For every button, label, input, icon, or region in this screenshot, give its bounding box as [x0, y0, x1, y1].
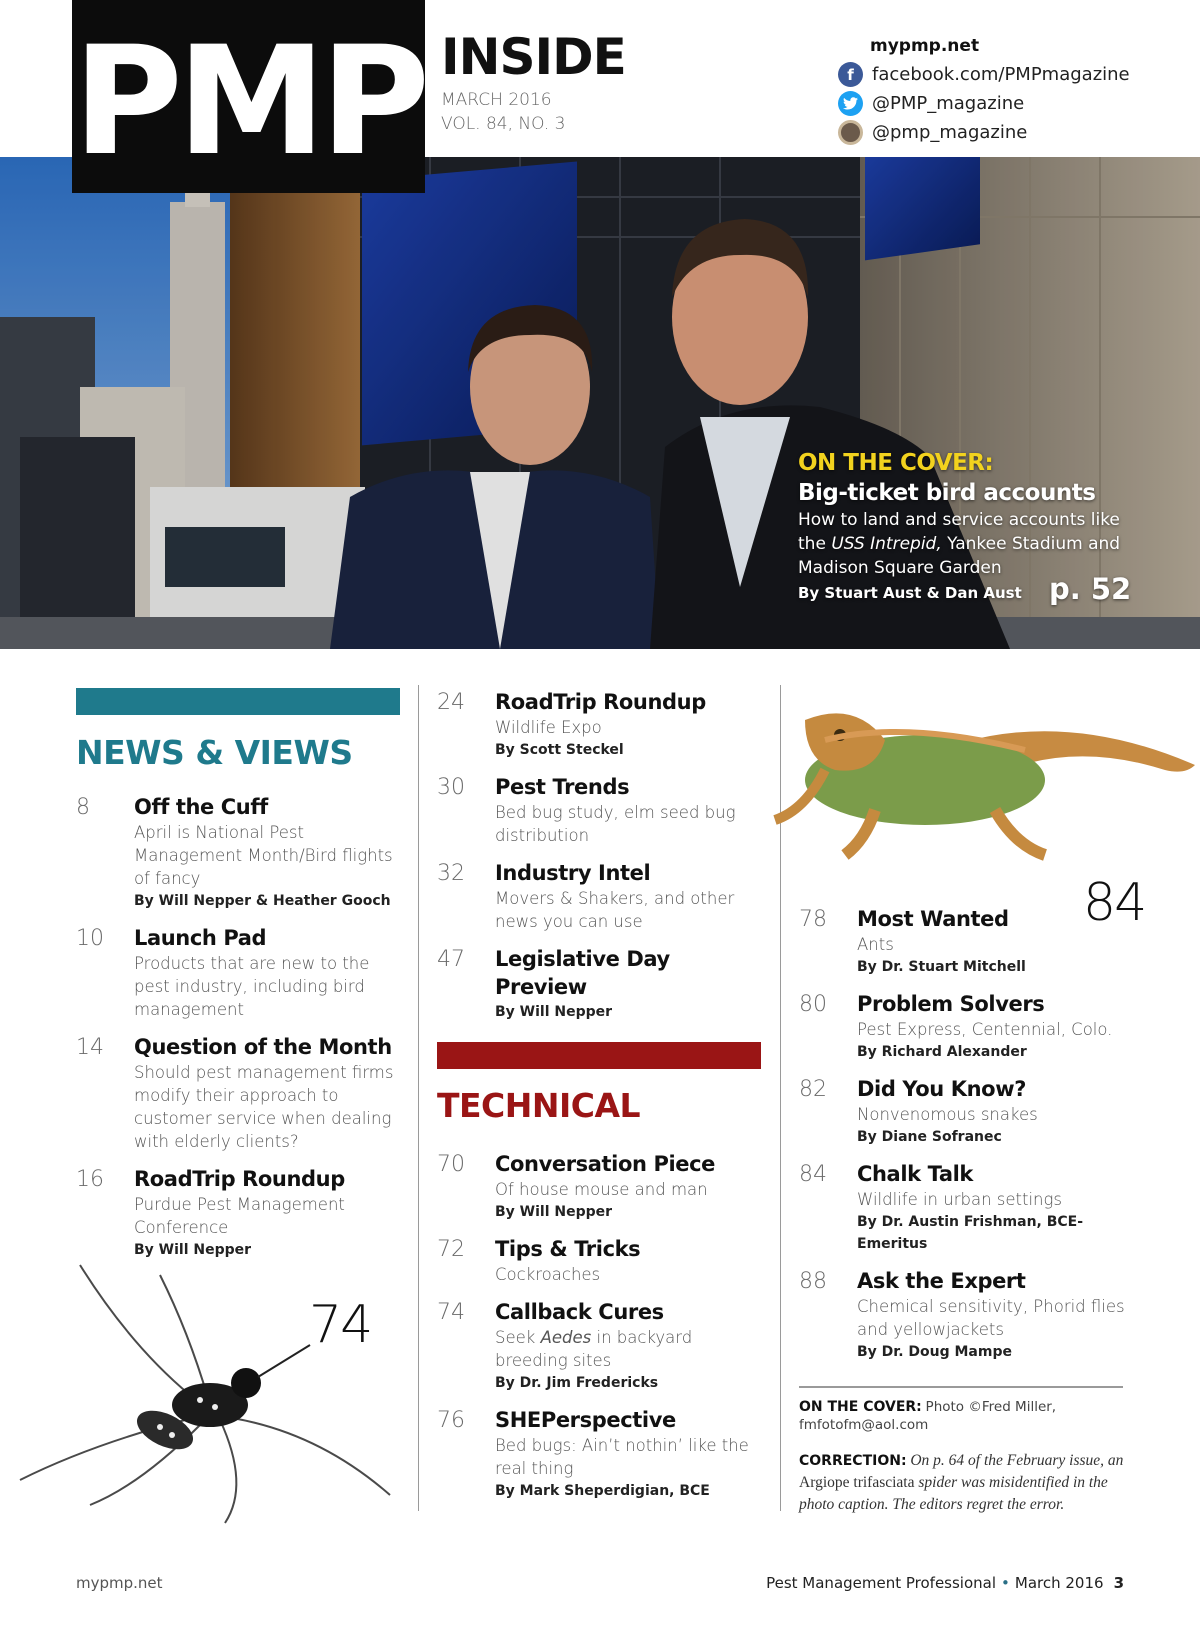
toc-entry-byline: By Will Nepper [495, 1004, 613, 1020]
issue-volume: VOL. 84, NO. 3 [441, 114, 566, 134]
toc-entry-title: Industry Intel [495, 861, 651, 885]
toc-entry[interactable] [437, 1235, 765, 1286]
toc-entry[interactable] [437, 1406, 765, 1502]
toc-entry-description: Should pest management firms modify their approach to customer service when dealing with elderly clients? [134, 1063, 394, 1151]
middle-entry-list [437, 688, 765, 1035]
toc-entry-title: Did You Know? [857, 1077, 1026, 1101]
toc-page-number: 70 [437, 1152, 465, 1177]
toc-entry-description: Wildlife in urban settings [857, 1190, 1063, 1209]
toc-page-number: 14 [76, 1035, 104, 1060]
toc-desc-text: Seek [495, 1328, 541, 1347]
toc-page-number: 24 [437, 690, 465, 715]
facebook-handle: facebook.com/PMPmagazine [872, 64, 1130, 85]
toc-page-number: 80 [799, 992, 827, 1017]
correction-text: On p. 64 of the February issue, an [910, 1452, 1124, 1469]
toc-entry[interactable] [437, 945, 765, 1023]
toc-entry-body [857, 1160, 1127, 1255]
toc-entry-title: RoadTrip Roundup [134, 1167, 345, 1191]
toc-entry-body [495, 1406, 765, 1502]
credits-rule [799, 1386, 1123, 1388]
toc-entry-byline: By Dr. Doug Mampe [857, 1344, 1012, 1360]
correction-text-2: spider was misidentified in the photo caption. The editors regret the error. [799, 1474, 1108, 1513]
toc-entry-body [495, 773, 765, 847]
cover-desc-text-2: Yankee Stadium and Madison Square Garden [798, 534, 1121, 578]
cover-page-number[interactable]: p. 52 [1049, 572, 1132, 606]
right-entry-list [799, 905, 1127, 1375]
toc-desc-italic: Aedes [540, 1328, 592, 1347]
toc-entry-description: Bed bug study, elm seed bug distribution [495, 803, 736, 845]
toc-entry[interactable] [76, 924, 404, 1021]
toc-entry-title: Chalk Talk [857, 1162, 973, 1186]
technical-section-heading: TECHNICAL [437, 1086, 641, 1125]
toc-entry-byline: By Will Nepper & Heather Gooch [134, 893, 391, 909]
toc-entry-body [134, 793, 404, 912]
toc-entry[interactable] [799, 1267, 1127, 1363]
toc-entry[interactable] [437, 688, 765, 761]
toc-entry-byline: By Scott Steckel [495, 742, 624, 758]
toc-entry-body [857, 905, 1127, 978]
toc-page-number: 72 [437, 1237, 465, 1262]
toc-entry-byline: By Mark Sheperdigian, BCE [495, 1483, 710, 1499]
toc-entry[interactable] [76, 793, 404, 912]
toc-entry-description: Wildlife Expo [495, 718, 602, 737]
cover-credit-text: Photo ©Fred Miller, fmfotofm@aol.com [799, 1399, 1057, 1433]
toc-page-number: 82 [799, 1077, 827, 1102]
footer-date: March 2016 [1014, 1574, 1104, 1592]
toc-entry-title: Tips & Tricks [495, 1237, 641, 1261]
toc-entry-description [495, 1326, 765, 1372]
social-links [838, 36, 1130, 147]
toc-entry-body [134, 924, 404, 1021]
toc-entry[interactable] [76, 1033, 404, 1153]
toc-entry-title: RoadTrip Roundup [495, 690, 706, 714]
toc-entry-title: Problem Solvers [857, 992, 1045, 1016]
toc-entry[interactable] [799, 905, 1127, 978]
toc-entry-description: Products that are new to the pest industry, including bird management [134, 954, 370, 1019]
cover-credit-label: ON THE COVER: [799, 1399, 922, 1415]
toc-entry-description: Nonvenomous snakes [857, 1105, 1038, 1124]
website-link[interactable]: mypmp.net [870, 36, 980, 56]
toc-entry[interactable] [437, 1298, 765, 1394]
instagram-handle: @pmp_magazine [872, 122, 1028, 143]
instagram-icon [838, 120, 863, 145]
toc-entry-byline: By Will Nepper [134, 1242, 252, 1258]
cover-credit [799, 1398, 1129, 1434]
toc-entry-description: Chemical sensitivity, Phorid flies and yellowjackets [857, 1297, 1125, 1339]
toc-entry-body [134, 1033, 404, 1153]
twitter-link[interactable] [838, 89, 1130, 118]
footer-page-number: 3 [1113, 1574, 1124, 1592]
toc-entry-body [857, 990, 1127, 1063]
technical-section-bar [437, 1042, 761, 1069]
toc-page-number: 32 [437, 861, 465, 886]
bullet-icon: • [1001, 1574, 1010, 1592]
toc-entry-byline: By Dr. Austin Frishman, BCE-Emeritus [857, 1214, 1084, 1252]
cover-desc-text: How to land and service accounts like the [798, 510, 1120, 554]
pmp-logo [72, 0, 425, 193]
correction-label: CORRECTION: [799, 1453, 907, 1469]
news-section-bar [76, 688, 400, 715]
toc-entry-title: Ask the Expert [857, 1269, 1026, 1293]
footer-publication: Pest Management Professional [766, 1574, 997, 1592]
toc-page-number: 47 [437, 947, 465, 972]
correction-species: Argiope trifasciata [799, 1474, 915, 1491]
footer-publication-info [766, 1574, 1124, 1592]
toc-page-number: 8 [76, 795, 90, 820]
toc-entry-body [495, 1298, 765, 1394]
toc-entry-body [857, 1267, 1127, 1363]
iguana-page-number: 84 [1083, 873, 1146, 933]
toc-entry-title: Callback Cures [495, 1300, 664, 1324]
toc-entry-body [134, 1165, 404, 1261]
toc-entry-description: Of house mouse and man [495, 1180, 708, 1199]
facebook-link[interactable] [838, 60, 1130, 89]
toc-entry-byline: By Dr. Jim Fredericks [495, 1375, 659, 1391]
toc-page-number: 30 [437, 775, 465, 800]
toc-entry-description: Movers & Shakers, and other news you can use [495, 889, 735, 931]
toc-entry-body [495, 688, 765, 761]
twitter-handle: @PMP_magazine [872, 93, 1025, 114]
toc-entry-body [495, 1235, 765, 1286]
toc-entry[interactable] [437, 1150, 765, 1223]
toc-entry-body [495, 945, 765, 1023]
toc-entry-description: Bed bugs: Ain’t nothin’ like the real thing [495, 1436, 749, 1478]
toc-page-number: 16 [76, 1167, 104, 1192]
toc-entry[interactable] [437, 773, 765, 847]
toc-entry-byline: By Diane Sofranec [857, 1129, 1002, 1145]
toc-entry-description: Ants [857, 935, 894, 954]
toc-entry-title: Pest Trends [495, 775, 630, 799]
toc-page-number: 10 [76, 926, 104, 951]
column-divider-1 [418, 685, 419, 1511]
toc-page-number: 74 [437, 1300, 465, 1325]
toc-entry-title: Launch Pad [134, 926, 267, 950]
toc-entry-description: April is National Pest Management Month/Bird flights of fancy [134, 823, 393, 888]
toc-page-number: 78 [799, 907, 827, 932]
toc-entry-title: Off the Cuff [134, 795, 268, 819]
page-title: INSIDE [441, 28, 626, 86]
instagram-link[interactable] [838, 118, 1130, 147]
technical-entry-list [437, 1150, 765, 1514]
toc-entry-byline: By Dr. Stuart Mitchell [857, 959, 1026, 975]
logo-text: PMP [72, 14, 425, 189]
mosquito-page-number: 74 [309, 1295, 372, 1355]
toc-entry-title: Most Wanted [857, 907, 1009, 931]
toc-entry-description: Cockroaches [495, 1265, 601, 1284]
cover-desc-italic: USS Intrepid, [831, 534, 942, 554]
toc-entry-body [857, 1075, 1127, 1148]
toc-page-number: 76 [437, 1408, 465, 1433]
toc-entry-byline: By Will Nepper [495, 1204, 613, 1220]
toc-entry-title: Legislative Day Preview [495, 947, 670, 999]
toc-page-number: 88 [799, 1269, 827, 1294]
cover-story-title: Big-ticket bird accounts [798, 480, 1096, 506]
toc-entry[interactable] [799, 990, 1127, 1063]
toc-entry[interactable] [76, 1165, 404, 1261]
toc-entry-title: Conversation Piece [495, 1152, 715, 1176]
toc-entry-description: Pest Express, Centennial, Colo. [857, 1020, 1113, 1039]
toc-entry[interactable] [437, 859, 765, 933]
toc-page-number: 84 [799, 1162, 827, 1187]
cover-byline: By Stuart Aust & Dan Aust [798, 584, 1022, 602]
iguana-image [765, 680, 1200, 865]
cover-story-description [798, 508, 1138, 580]
toc-entry-body [495, 1150, 765, 1223]
toc-entry-title: Question of the Month [134, 1035, 392, 1059]
facebook-icon: f [838, 62, 863, 87]
toc-entry-title: SHEPerspective [495, 1408, 676, 1432]
footer-website[interactable]: mypmp.net [76, 1574, 163, 1592]
toc-entry-description: Purdue Pest Management Conference [134, 1195, 345, 1237]
news-entry-list [76, 793, 404, 1273]
twitter-icon [838, 91, 863, 116]
toc-entry-byline: By Richard Alexander [857, 1044, 1027, 1060]
news-section-heading: NEWS & VIEWS [76, 733, 353, 772]
toc-desc-text-2: in backyard breeding sites [495, 1328, 693, 1370]
toc-entry[interactable] [799, 1160, 1127, 1255]
toc-entry[interactable] [799, 1075, 1127, 1148]
issue-date: MARCH 2016 [441, 90, 552, 110]
cover-label: ON THE COVER: [798, 450, 994, 476]
correction-note [799, 1450, 1129, 1516]
toc-entry-body [495, 859, 765, 933]
